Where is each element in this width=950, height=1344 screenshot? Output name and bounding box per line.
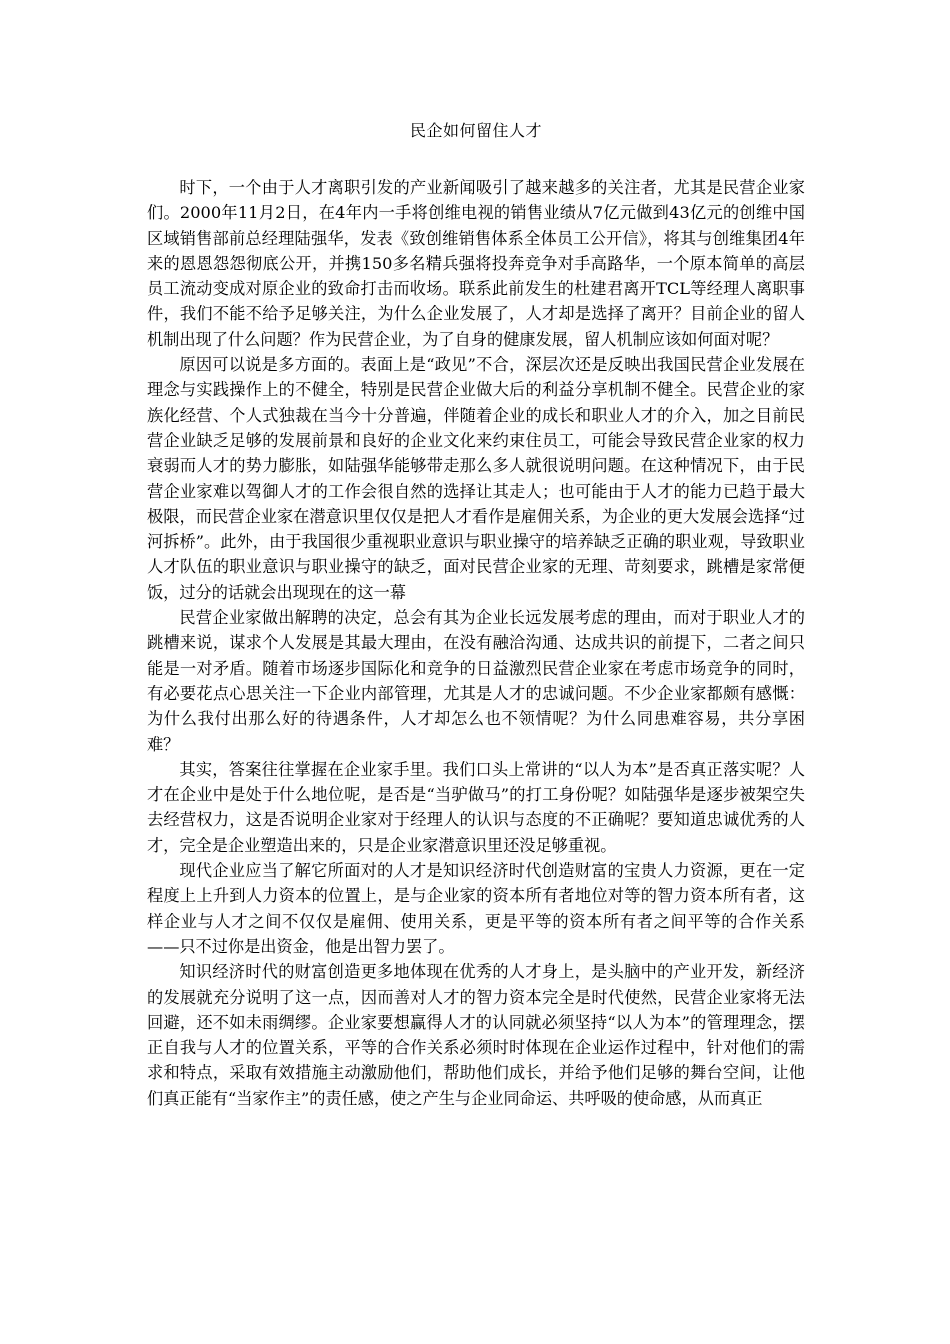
document-page [147,118,805,1111]
paragraph-6: 知识经济时代的财富创造更多地体现在优秀的人才身上，是头脑中的产业开发，新经济的发展就充分说明了这一点，因而善对人才的智力资本完全是时代使然，民营企业家将无法回避，还不如未雨绸缪。企业家要想赢得人才的认同就必须坚持“以人为本”的管理理念，摆正自我与人才的位置关系，平等的合作关系必须时时体现在企业运作过程中，针对他们的需求和特点，采取有效措施主动激励他们，帮助他们成长，并给予他们足够的舞台空间，让他们真正能有“当家作主”的责任感，使之产生与企业同命运、共呼吸的使命感，从而真正 [147,962,805,1108]
paragraph-4: 其实，答案往往掌握在企业家手里。我们口头上常讲的“以人为本”是否真正落实呢？人才在企业中是处于什么地位呢，是否是“当驴做马”的打工身份呢？如陆强华是逐步被架空失去经营权力，这是否说明企业家对于经理人的认识与态度的不正确呢？要知道忠诚优秀的人才，完全是企业塑造出来的，只是企业家潜意识里还没足够重视。 [147,759,805,855]
paragraph-5: 现代企业应当了解它所面对的人才是知识经济时代创造财富的宝贵人力资源，更在一定程度上上升到人力资本的位置上，是与企业家的资本所有者地位对等的智力资本所有者，这样企业与人才之间不仅仅是雇佣、使用关系，更是平等的资本所有者之间平等的合作关系——只不过你是出资金，他是出智力罢了。 [147,861,805,956]
document-title: 民企如何留住人才 [409,121,542,140]
paragraph-1: 时下，一个由于人才离职引发的产业新闻吸引了越来越多的关注者，尤其是民营企业家们。2000年11月2日，在4年内一手将创维电视的销售业绩从7亿元做到43亿元的创维中国区域销售部前总经理陆强华，发表《致创维销售体系全体员工公开信》，将其与创维集团4年来的恩恩怨怨彻底公开，并携150多名精兵强将投奔竞争对手高路华，一个原本简单的高层员工流动变成对原企业的致命打击而收场。联系此前发生的杜建君离开TCL等经理人离职事件，我们不能不给予足够关注，为什么企业发展了，人才却是选择了离开？目前企业的留人机制出现了什么问题？作为民营企业，为了自身的健康发展，留人机制应该如何面对呢？ [147,178,805,349]
paragraph-2: 原因可以说是多方面的。表面上是“政见”不合，深层次还是反映出我国民营企业发展在理念与实践操作上的不健全，特别是民营企业做大后的利益分享机制不健全。民营企业的家族化经营、个人式独裁在当今十分普遍，伴随着企业的成长和职业人才的介入，加之目前民营企业缺乏足够的发展前景和良好的企业文化来约束住员工，可能会导致民营企业家的权力衰弱而人才的势力膨胀，如陆强华能够带走那么多人就很说明问题。在这种情况下，由于民营企业家难以驾御人才的工作会很自然的选择让其走人；也可能由于人才的能力已趋于最大极限，而民营企业家在潜意识里仅仅是把人才看作是雇佣关系，为企业的更大发展会选择“过河拆桥”。此外，由于我国很少重视职业意识与职业操守的培养缺乏正确的职业观，导致职业人才队伍的职业意识与职业操守的缺乏，面对民营企业家的无理、苛刻要求，跳槽是家常便饭，过分的话就会出现现在的这一幕 [147,355,805,602]
paragraph-3: 民营企业家做出解聘的决定，总会有其为企业长远发展考虑的理由，而对于职业人才的跳槽来说，谋求个人发展是其最大理由，在没有融洽沟通、达成共识的前提下，二者之间只能是一对矛盾。随着市场逐步国际化和竞争的日益激烈民营企业家在考虑市场竞争的同时，有必要花点心思关注一下企业内部管理，尤其是人才的忠诚问题。不少企业家都颇有感慨：为什么我付出那么好的待遇条件，人才却怎么也不领情呢？为什么同患难容易，共分享困难？ [147,608,805,754]
